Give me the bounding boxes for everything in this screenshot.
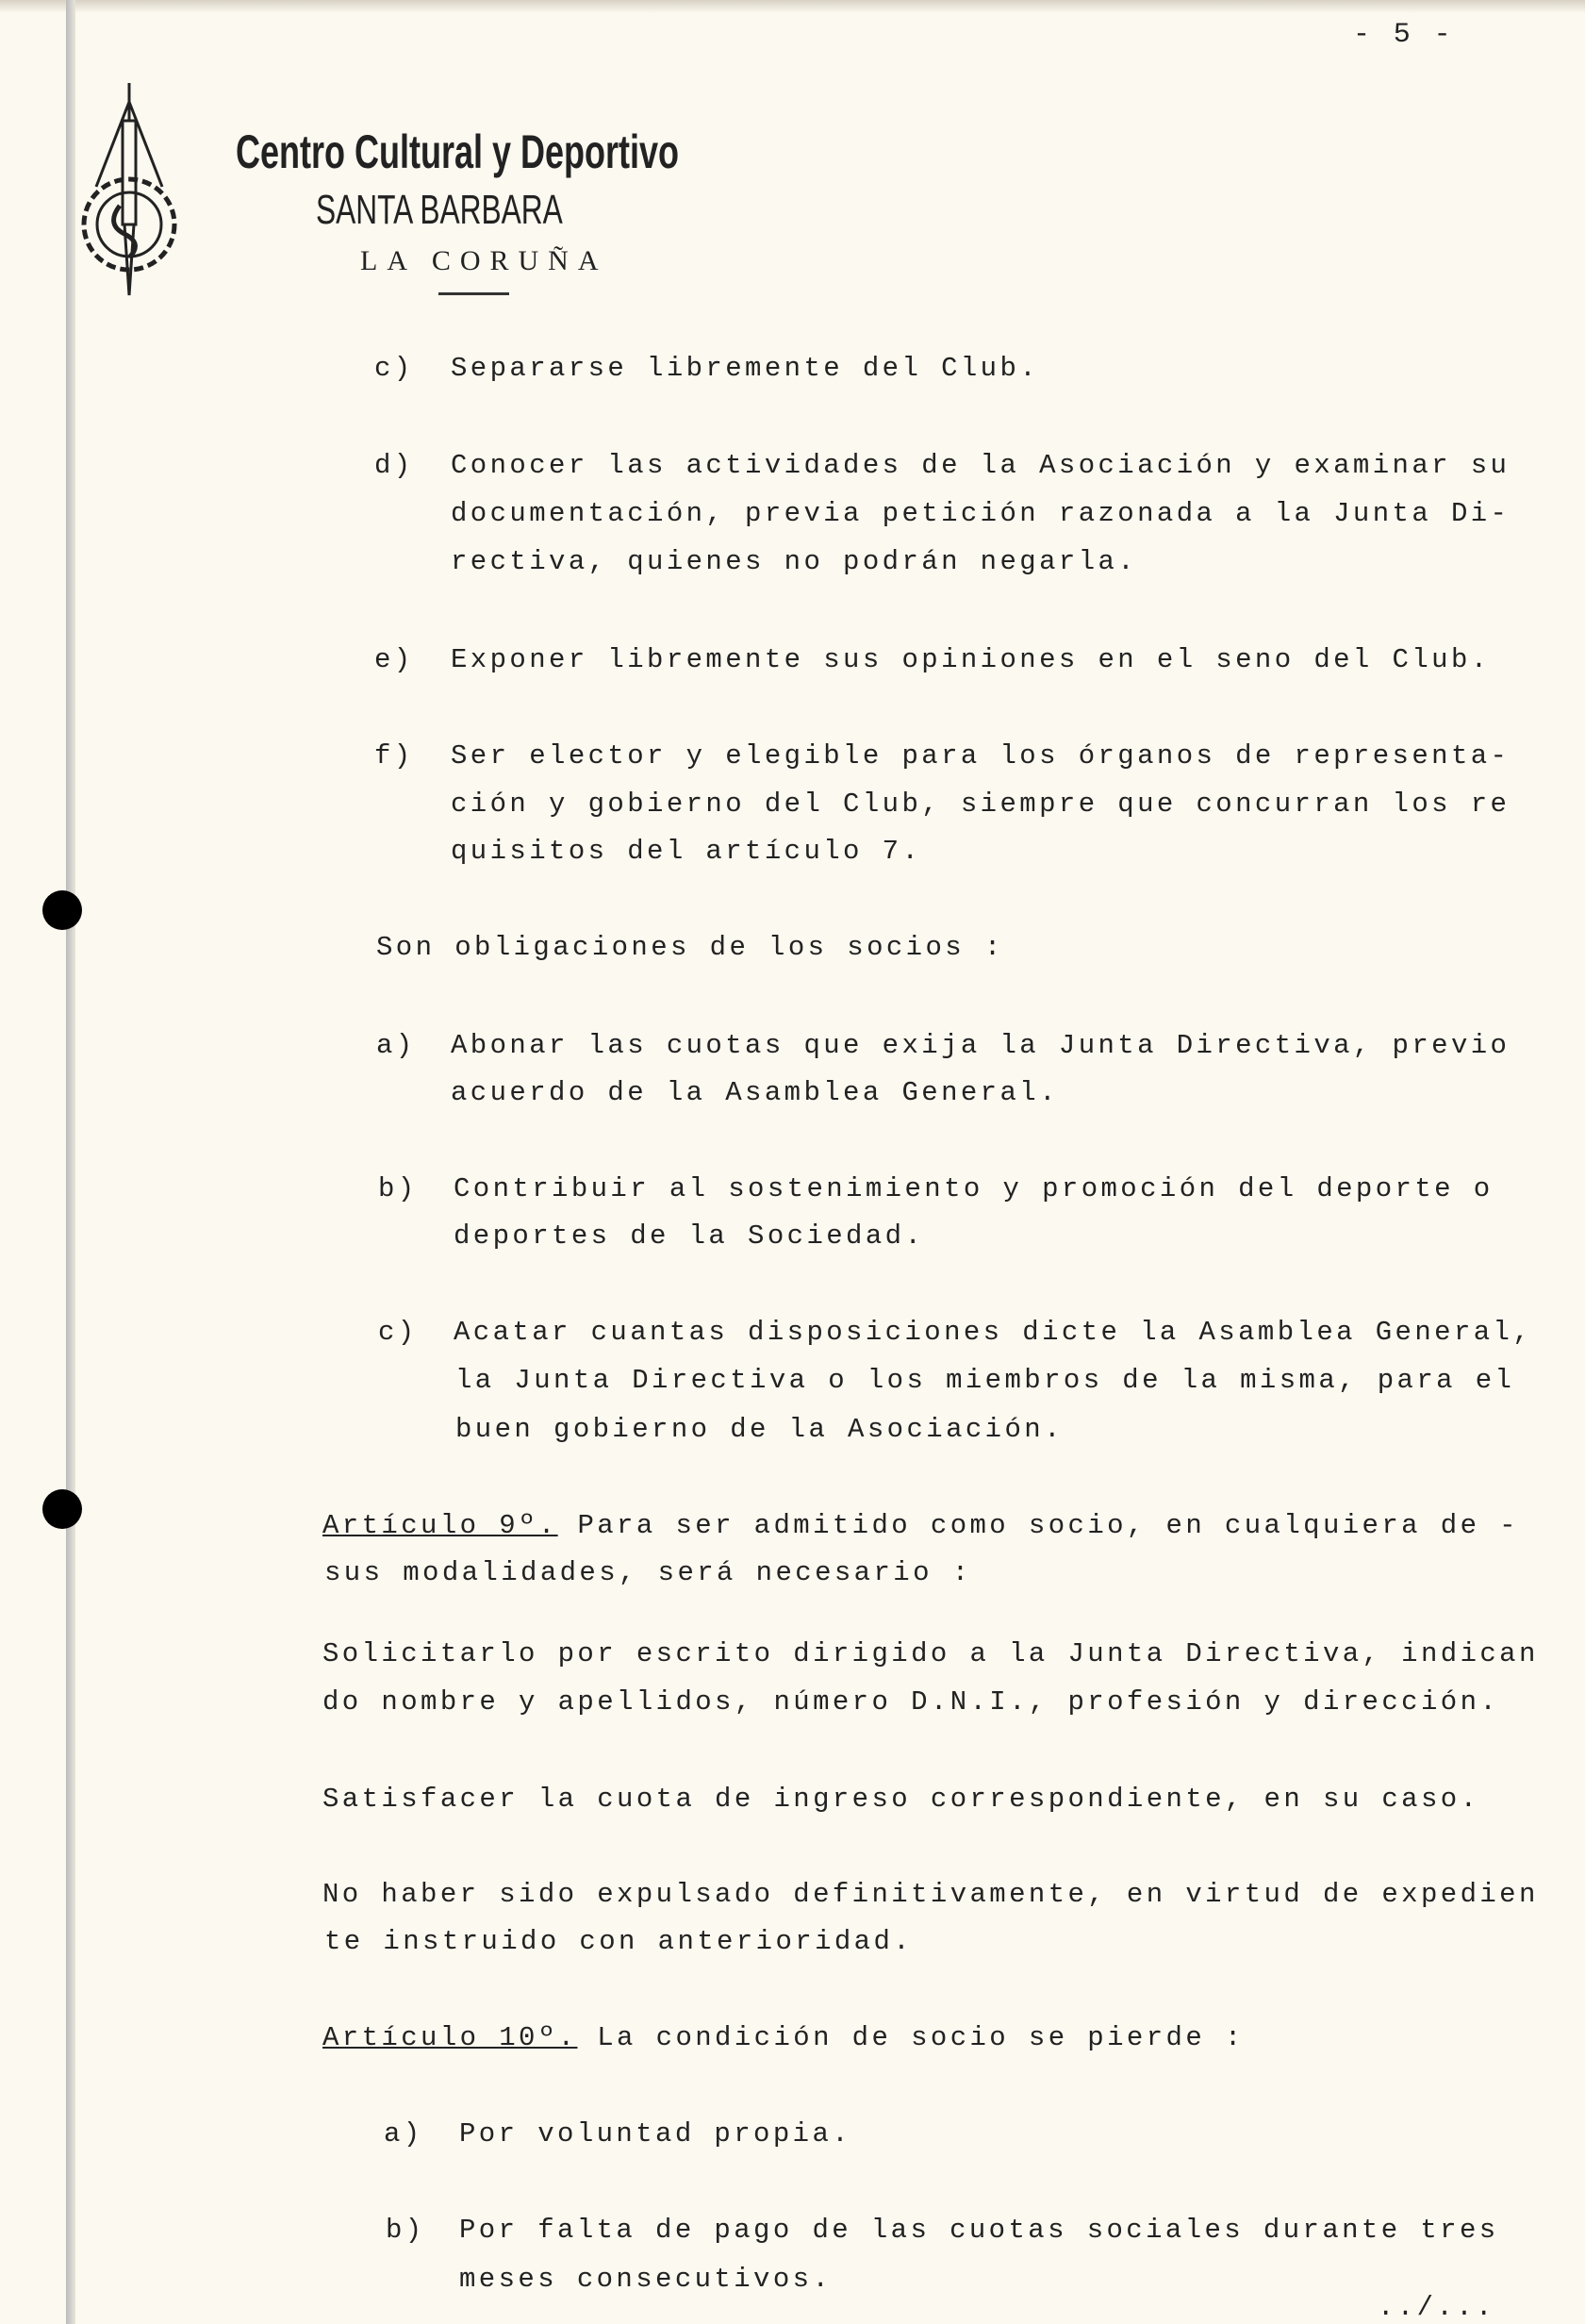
text-line: rectiva, quienes no podrán negarla.: [451, 546, 1138, 577]
text-line: Exponer libremente sus opiniones en el seno del Club.: [451, 644, 1491, 675]
letterhead-title: Centro Cultural y Deportivo: [236, 125, 680, 178]
article-text: La condición de socio se pierde :: [577, 2022, 1245, 2053]
text-line: Por voluntad propia.: [459, 2118, 852, 2150]
text-line: buen gobierno de la Asociación.: [455, 1414, 1064, 1445]
item-label: f): [374, 740, 414, 772]
page-number: - 5 -: [1353, 19, 1455, 51]
text-line: Satisfacer la cuota de ingreso correspondiente, en su caso.: [322, 1784, 1480, 1815]
scan-shadow: [0, 0, 1585, 13]
item-label: e): [374, 644, 414, 675]
text-line: Separarse libremente del Club.: [451, 353, 1040, 384]
item-label: a): [384, 2118, 423, 2150]
text-line: do nombre y apellidos, número D.N.I., profesión y dirección.: [322, 1686, 1500, 1718]
letterhead-club-name: SANTA BARBARA: [316, 187, 563, 233]
text-line: meses consecutivos.: [459, 2264, 833, 2295]
article-line: [322, 2024, 1245, 2051]
text-line: la Junta Directiva o los miembros de la misma, para el: [455, 1365, 1515, 1396]
article-heading: Artículo 9º.: [322, 1510, 558, 1541]
text-line: Solicitarlo por escrito dirigido a la Junta Directiva, indican: [322, 1638, 1539, 1669]
text-line: Acatar cuantas disposiciones dicte la Asamblea General,: [454, 1317, 1533, 1348]
article-heading: Artículo 10º.: [322, 2022, 578, 2053]
divider: [438, 292, 509, 295]
item-label: b): [378, 1173, 418, 1204]
punch-hole: [42, 890, 82, 930]
letterhead-city: LA CORUÑA: [360, 245, 608, 276]
page-edge: [66, 0, 75, 2324]
text-line: Contribuir al sostenimiento y promoción del deporte o: [454, 1173, 1494, 1204]
text-line: documentación, previa petición razonada a la Junta Di-: [451, 498, 1511, 529]
punch-hole: [42, 1489, 82, 1529]
text-line: acuerdo de la Asamblea General.: [451, 1077, 1059, 1108]
text-line: Son obligaciones de los socios :: [376, 932, 1004, 963]
article-text: Para ser admitido como socio, en cualquiera de -: [557, 1510, 1519, 1541]
item-label: b): [386, 2215, 425, 2246]
continuation-mark: ../...: [1378, 2292, 1495, 2323]
item-label: d): [374, 450, 414, 481]
article-line: [322, 1512, 1519, 1539]
text-line: Por falta de pago de las cuotas sociales durante tres: [459, 2215, 1499, 2246]
club-logo-icon: [68, 83, 200, 300]
text-line: quisitos del artículo 7.: [451, 836, 922, 867]
text-line: ción y gobierno del Club, siempre que concurran los re: [451, 788, 1511, 820]
text-line: sus modalidades, será necesario :: [324, 1557, 972, 1588]
text-line: te instruido con anterioridad.: [324, 1926, 914, 1957]
item-label: c): [374, 353, 414, 384]
text-line: deportes de la Sociedad.: [454, 1220, 925, 1252]
text-line: Abonar las cuotas que exija la Junta Directiva, previo: [451, 1030, 1511, 1061]
text-line: Ser elector y elegible para los órganos de representa-: [451, 740, 1511, 772]
item-label: a): [376, 1030, 416, 1061]
item-label: c): [378, 1317, 418, 1348]
text-line: Conocer las actividades de la Asociación y examinar su: [451, 450, 1511, 481]
text-line: No haber sido expulsado definitivamente, en virtud de expedien: [322, 1879, 1539, 1910]
